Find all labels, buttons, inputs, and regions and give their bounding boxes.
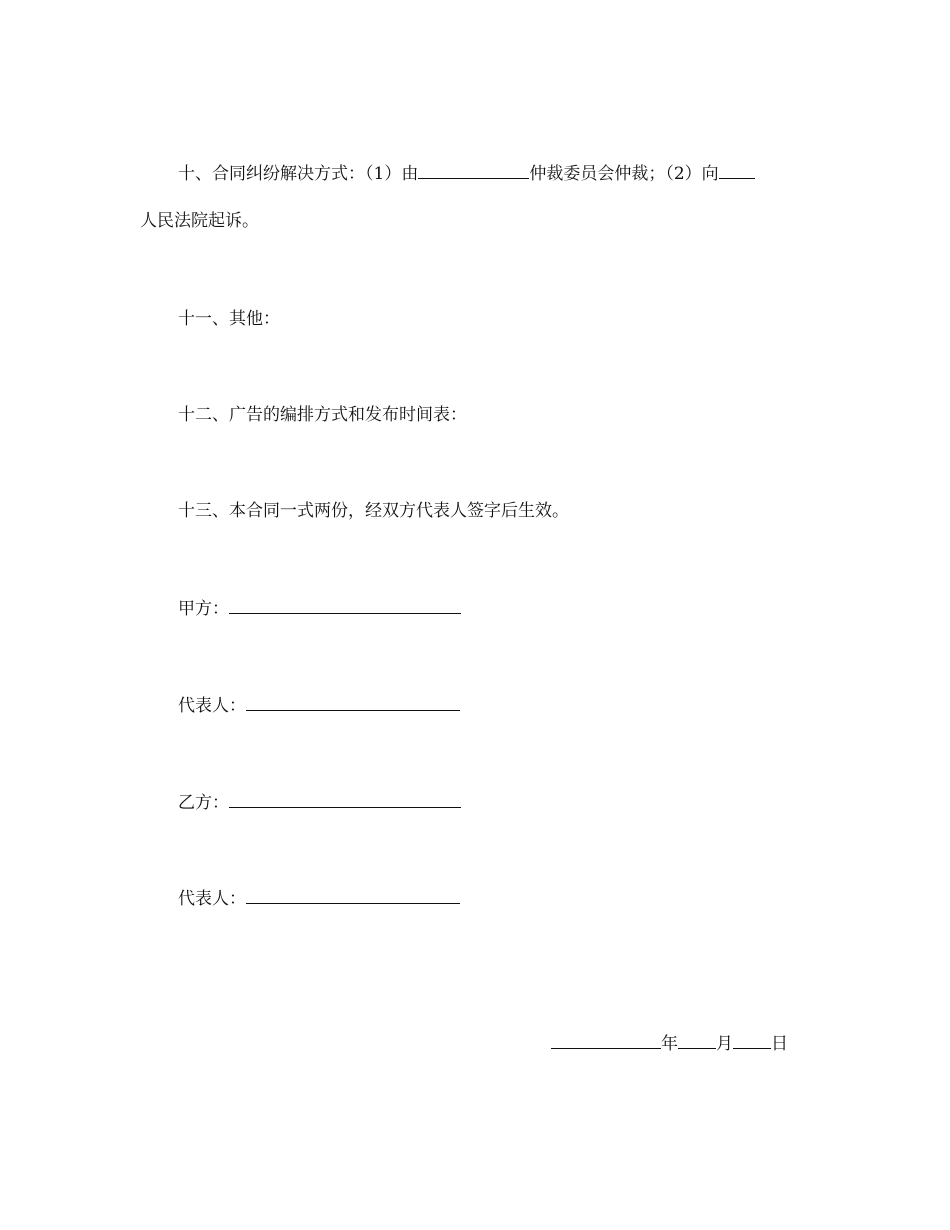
arbitration-committee-blank[interactable] <box>418 162 529 179</box>
party-b-rep-label: 代表人： <box>178 889 246 909</box>
date-row <box>551 1032 788 1055</box>
year-label: 年 <box>661 1034 678 1054</box>
clause-11 <box>178 308 280 330</box>
clause-12-text: 十二、广告的编排方式和发布时间表： <box>178 405 467 425</box>
clause-10-continuation: 人民法院起诉。 <box>140 211 259 231</box>
clause-12 <box>178 404 467 426</box>
clause-10-middle: 仲裁委员会仲裁；（2）向 <box>529 164 719 184</box>
court-blank[interactable] <box>719 162 755 179</box>
clause-10-line-2 <box>140 210 259 232</box>
day-label: 日 <box>771 1034 788 1054</box>
party-a-rep-label: 代表人： <box>178 696 246 716</box>
clause-13-text: 十三、本合同一式两份，经双方代表人签字后生效。 <box>178 501 569 521</box>
clause-13 <box>178 500 569 522</box>
party-a-signature-blank[interactable] <box>229 597 461 614</box>
party-b-label: 乙方： <box>178 793 229 813</box>
month-blank[interactable] <box>678 1032 716 1049</box>
party-a-label: 甲方： <box>178 599 229 619</box>
party-b-rep-row <box>178 887 460 910</box>
party-b-signature-blank[interactable] <box>229 791 461 808</box>
clause-10-prefix: 十、合同纠纷解决方式：（1）由 <box>178 164 419 184</box>
party-b-row <box>178 791 461 814</box>
year-blank[interactable] <box>551 1032 661 1049</box>
clause-10-line-1 <box>178 162 755 185</box>
day-blank[interactable] <box>733 1032 771 1049</box>
party-a-row <box>178 597 461 620</box>
month-label: 月 <box>716 1034 733 1054</box>
party-b-rep-signature-blank[interactable] <box>246 887 460 904</box>
party-a-rep-signature-blank[interactable] <box>246 694 460 711</box>
party-a-rep-row <box>178 694 460 717</box>
clause-11-text: 十一、其他： <box>178 309 280 329</box>
